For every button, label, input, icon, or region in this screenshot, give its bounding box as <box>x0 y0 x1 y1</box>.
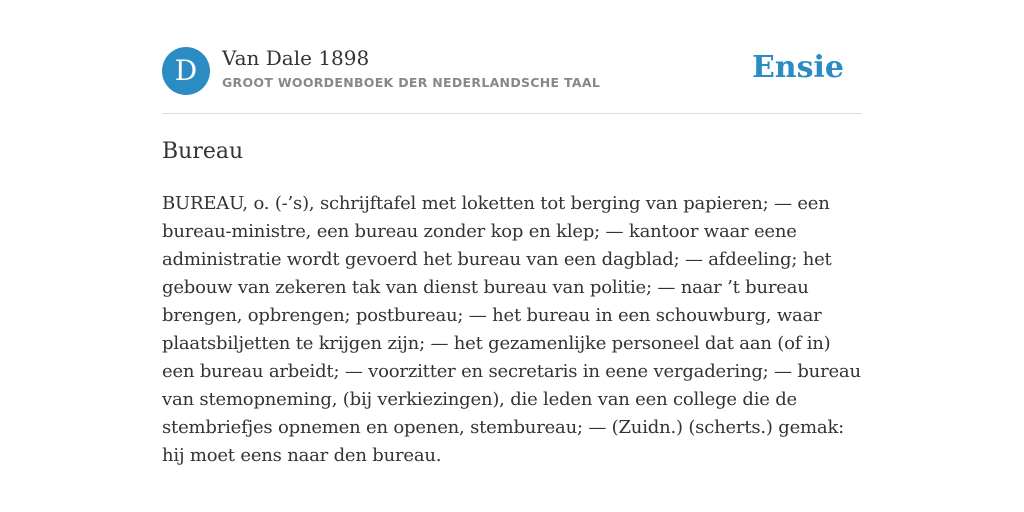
entry-headword: Bureau <box>162 139 244 164</box>
brand-logo[interactable]: Ensie <box>751 50 844 85</box>
header-divider <box>162 113 862 114</box>
dictionary-header <box>162 46 862 96</box>
dictionary-logo[interactable]: D <box>162 47 210 95</box>
dictionary-subtitle: GROOT WOORDENBOEK DER NEDERLANDSCHE TAAL <box>222 75 601 90</box>
entry-definition: BUREAU, o. (-’s), schrijftafel met loketten tot berging van papieren; — een bureau-ministre, een bureau zonder kop en klep; — kantoor waar eene administratie wordt gevoerd het bureau van een dagblad; — afdeeling; het gebouw van zekeren tak van dienst bureau van politie; — naar ’t bureau brengen, opbrengen; postbureau; — het bureau in een schouwburg, waar plaatsbiljetten te krijgen zijn; — het gezamenlijke personeel dat aan (of in) een bureau arbeidt; — voorzitter en secretaris in eene vergadering; — bureau van stemopneming, (bij verkiezingen), die leden van een college die de stembriefjes opnemen en openen, stembureau; — (Zuidn.) (scherts.) gemak: hij moet eens naar den bureau. <box>162 193 861 466</box>
dictionary-title[interactable]: Van Dale 1898 <box>222 46 370 70</box>
